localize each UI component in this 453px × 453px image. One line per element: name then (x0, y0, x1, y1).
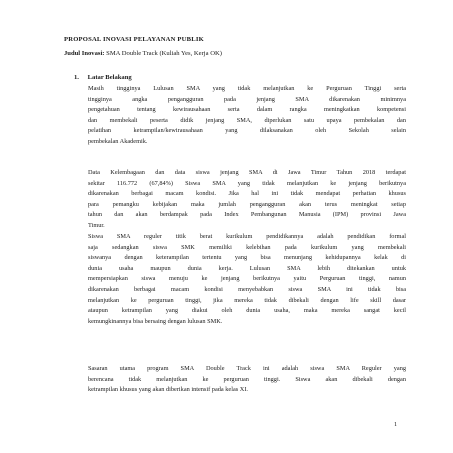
paragraph-line: dikarenakan berbagai macam kondisi menyebabkan siswa SMA ini tidak bisa (88, 285, 406, 293)
paragraph-line: tingginya angka pengangguran pada jenjang SMA dikarenakan minimnya (88, 95, 406, 103)
paragraph-line: para pemangku kebijakan maka jumlah pengangguran akan terus meningkat setiap (88, 200, 406, 208)
paragraph-line: kemungkinannya bisa bersaing dengan lulusan SMK. (88, 317, 223, 325)
paragraph-line: ketrampilan khusus yang akan diberikan intensif pada kelas XI. (88, 386, 248, 394)
paragraph (88, 168, 406, 232)
paragraph-line: dan membekali peserta didik jenjang SMA, diperlukan satu upaya pembekalan dan (88, 116, 406, 124)
paragraph-line: siswanya dengan keterampilan tertentu yang bisa menunjang kehidupannya kelak di (88, 254, 406, 262)
paragraph-line: Data Kelembagaan dan data siswa jenjang SMA di Jawa Timur Tahun 2018 terdapat (88, 169, 406, 176)
section-heading (74, 74, 132, 81)
page-number: 1 (394, 421, 398, 428)
paragraph-line: Timur. (88, 221, 105, 229)
paragraph-line: Sasaran utama program SMA Double Track ini adalah siswa SMA Reguler yang (88, 365, 406, 372)
paragraph-line: dikarenakan berbagai macam kondisi. Jika hal ini tidak mendapat perhatian khusus (88, 190, 406, 198)
document-subtitle (64, 50, 222, 57)
subtitle-label: Judul Inovasi: (64, 50, 105, 57)
paragraph-line: ataupun ketrampilan yang diakui oleh dunia usaha, maka mereka sangat kecil (88, 307, 406, 315)
paragraph (88, 84, 406, 148)
paragraph-line: pembekalan Akademik. (88, 137, 148, 145)
paragraph-line: pelatihan ketrampilan/kewirausahaan yang dilaksanakan oleh Sekolah selain (88, 127, 406, 135)
paragraph-line: saja sedangkan siswa SMK memiliki kelebihan pada kurikulum yang membekali (88, 243, 406, 251)
subtitle-value: SMA Double Track (Kuliah Yes, Kerja OK) (106, 50, 222, 57)
section-title: Latar Belakang (87, 74, 132, 81)
paragraph-line: Siswa SMA reguler titik berat kurikulum pendidikannya adalah pendidikan formal (88, 233, 406, 240)
paragraph-line: mempersiapkan siswa menuju ke jenjang berikutnya yaitu Perguruan tinggi, namun (88, 275, 406, 283)
paragraph-line: sekitar 116.772 (67,84%) Siswa SMA yang tidak melanjutkan ke jenjang berikutnya (88, 179, 406, 187)
paragraph-line: dunia usaha maupun dunia kerja. Lulusan SMA lebih ditekankan untuk (88, 264, 406, 272)
paragraph-line: berencana tidak melanjutkan ke perguruan tinggi. Siswa akan dibekali dengan (88, 375, 406, 383)
document-title: PROPOSAL INOVASI PELAYANAN PUBLIK (64, 36, 204, 43)
paragraph (88, 364, 406, 396)
paragraph-line: tahun dan akan berdampak pada Index Pembangunan Manusia (IPM) provinsi Jawa (88, 211, 406, 219)
paragraph-line: pengetahuan tentang kewirausahaan serta dalam rangka meningkatkan kompetensi (88, 106, 406, 114)
paragraph-line: Masih tingginya Lulusan SMA yang tidak melanjutkan ke Perguruan Tinggi serta (88, 85, 406, 92)
paragraph (88, 232, 406, 327)
section-number: 1. (74, 74, 79, 81)
paragraph-line: melanjutkan ke perguruan tinggi, jika mereka tidak dibekali dengan life skill dasar (88, 296, 406, 304)
